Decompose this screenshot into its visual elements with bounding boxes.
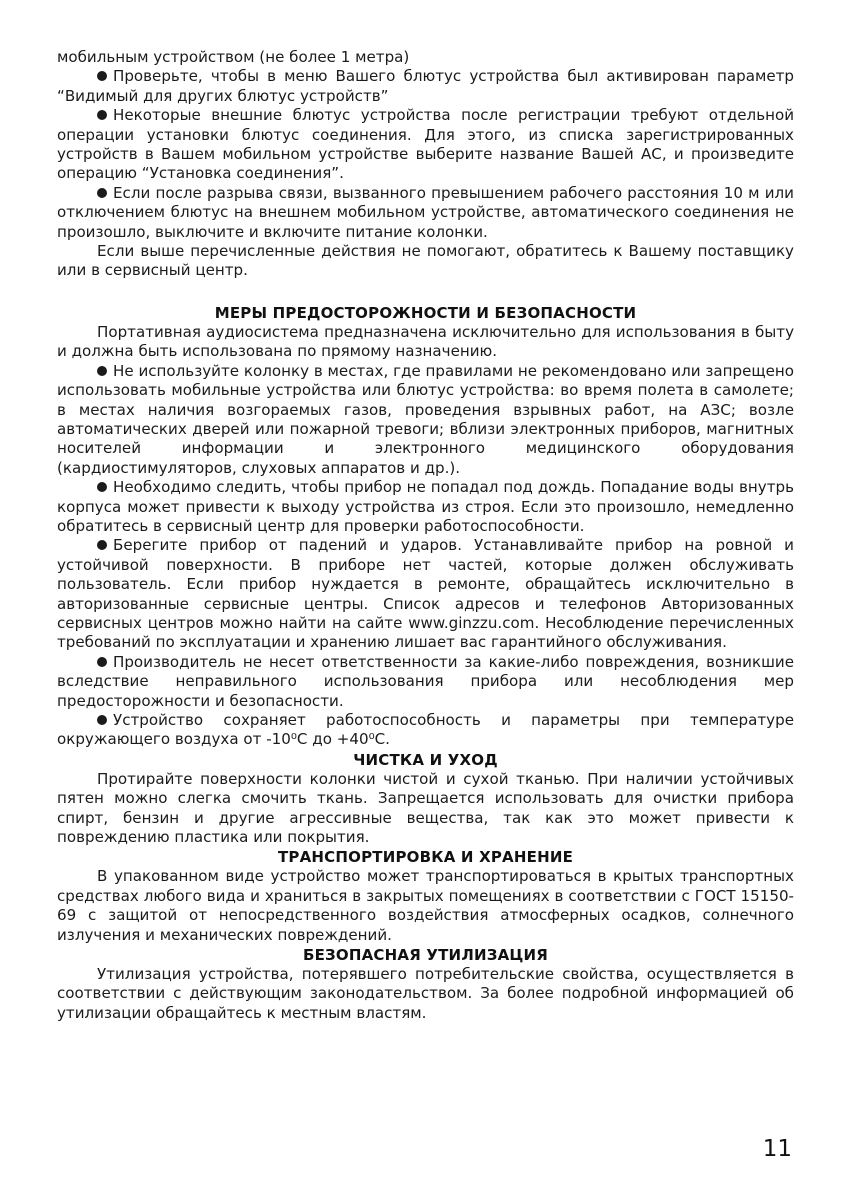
bullet-icon: [97, 110, 107, 120]
bullet-icon: [97, 188, 107, 198]
transport-heading: ТРАНСПОРТИРОВКА И ХРАНЕНИЕ: [277, 848, 574, 867]
safety-bullet-usage-places: Не используйте колонку в местах, где правилами не рекомендовано или запрещено использовать мобильные устройства или блютус устройства: во время полета в самолете; в местах наличия возгораемых газов, проведения взрывных работ, на АЗС; возле автоматических дверей или пожарной тревоги; вблизи электронных приборов, магнитных носителей информации и электронного медицинского оборудования (кардиостимуляторов, слуховых аппаратов и др.).: [57, 361, 794, 477]
intro-support-note: Если выше перечисленные действия не помогают, обратитесь к Вашему поставщику или в сервисный центр.: [57, 242, 794, 280]
safety-paragraph: Портативная аудиосистема предназначена исключительно для использования в быту и должна быть использована по прямому назначению.: [57, 322, 794, 361]
cleaning-text: Протирайте поверхности колонки чистой и сухой тканью. При наличии устойчивых пятен можно слегка смочить ткань. Запрещается использовать для очистки прибора спирт, бензин и другие агрессивные вещества, так как это может привести к повреждению пластика или покрытия.: [57, 769, 794, 847]
safety-heading: МЕРЫ ПРЕДОСТОРОЖНОСТИ И БЕЗОПАСНОСТИ: [214, 303, 637, 322]
intro-bullet-pairing: Некоторые внешние блютус устройства после регистрации требуют отдельной операции установки блютус соединения. Для этого, из списка зарегистрированных устройств в Вашем мобильном устройстве выберите название Вашей АС, и произведите операцию “Установка соединения”.: [57, 106, 794, 183]
intro-continuation: мобильным устройством (не более 1 метра): [57, 48, 410, 66]
bullet-icon: [97, 715, 107, 725]
safety-bullet-drops: Берегите прибор от падений и ударов. Устанавливайте прибор на ровной и устойчивой поверхности. В приборе нет частей, которые должен обслуживать пользователь. Если прибор нуждается в ремонте, обращайтесь исключительно в авторизованные сервисные центры. Список адресов и телефонов Авторизованных сервисных центров можно найти на сайте www.ginzzu.com. Несоблюдение перечисленных требований по эксплуатации и хранению лишает вас гарантийного обслуживания.: [57, 536, 794, 652]
page-body: [57, 48, 794, 1023]
intro-bullet-visibility: Проверьте, чтобы в меню Вашего блютус устройства был активирован параметр “Видимый для других блютус устройств”: [57, 67, 794, 105]
page-number: 11: [762, 1136, 792, 1162]
transport-text: В упакованном виде устройство может транспортироваться в крытых транспортных средствах любого вида и храниться в закрытых помещениях в соответствии с ГОСТ 15150-69 с защитой от непосредственного воздействия атмосферных осадков, солнечного излучения и механических повреждений.: [57, 867, 794, 944]
safety-bullet-temperature: Устройство сохраняет работоспособность и параметры при температуре окружающего воздуха от -10⁰С до +40⁰С.: [57, 711, 794, 749]
disposal-text: Утилизация устройства, потерявшего потребительские свойства, осуществляется в соответствии с действующим законодательством. За более подробной информацией об утилизации обращайтесь к местным властям.: [57, 965, 794, 1022]
bullet-icon: [97, 71, 107, 81]
safety-bullet-liability: Производитель не несет ответственности за какие-либо повреждения, возникшие вследствие неправильного использования прибора или несоблюдения мер предосторожности и безопасности.: [57, 652, 794, 710]
bullet-icon: [97, 366, 107, 376]
safety-bullet-rain: Необходимо следить, чтобы прибор не попадал под дождь. Попадание воды внутрь корпуса может привести к выходу устройства из строя. Если это произошло, немедленно обратитесь в сервисный центр для проверки работоспособности.: [57, 478, 794, 535]
cleaning-heading: ЧИСТКА И УХОД: [353, 750, 498, 769]
bullet-icon: [97, 657, 107, 667]
bullet-icon: [97, 482, 107, 492]
disposal-heading: БЕЗОПАСНАЯ УТИЛИЗАЦИЯ: [302, 946, 549, 965]
bullet-icon: [97, 540, 107, 550]
intro-bullet-reconnect: Если после разрыва связи, вызванного превышением рабочего расстояния 10 м или отключением блютус на внешнем мобильном устройстве, автоматического соединения не произошло, выключите и включите питание колонки.: [57, 183, 794, 241]
